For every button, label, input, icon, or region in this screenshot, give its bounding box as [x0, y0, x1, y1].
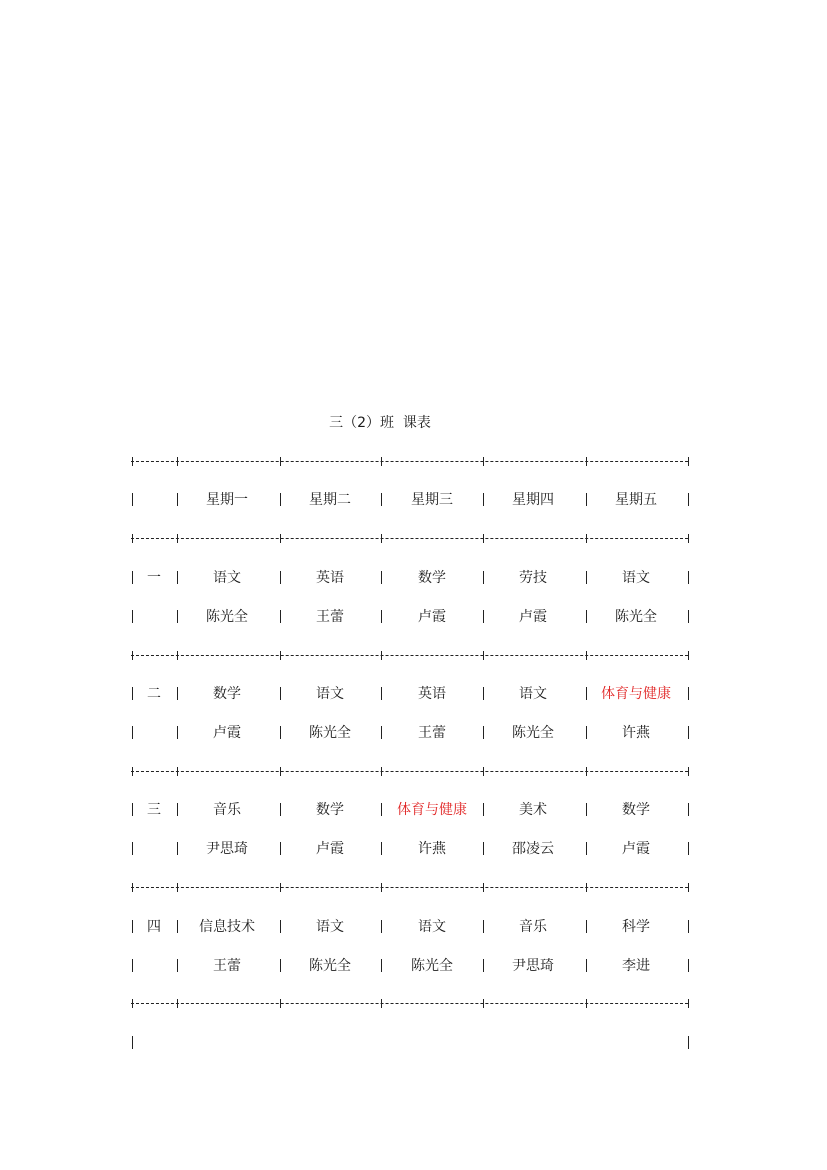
column-separator [280, 687, 281, 700]
grid-joint [483, 534, 484, 543]
column-separator [688, 803, 689, 816]
grid-joint [483, 651, 484, 660]
grid-joint [586, 534, 587, 543]
teacher-cell: 卢霞 [213, 725, 241, 741]
column-separator [132, 842, 133, 855]
column-separator [132, 959, 133, 972]
grid-joint [381, 883, 382, 892]
column-separator [586, 610, 587, 623]
subject-cell: 体育与健康 [601, 686, 671, 702]
teacher-cell: 王蕾 [213, 958, 241, 974]
subject-cell: 信息技术 [199, 919, 255, 935]
column-separator [280, 920, 281, 933]
weekday-header: 星期三 [411, 492, 453, 508]
column-separator [280, 842, 281, 855]
weekday-header: 星期二 [309, 492, 351, 508]
column-separator [483, 571, 484, 584]
grid-rule [131, 887, 688, 888]
column-separator [177, 959, 178, 972]
teacher-cell: 尹思琦 [512, 958, 554, 974]
column-separator [483, 920, 484, 933]
column-separator [132, 726, 133, 739]
subject-cell: 语文 [418, 919, 446, 935]
teacher-cell: 许燕 [622, 725, 650, 741]
column-separator [280, 493, 281, 506]
column-separator [280, 610, 281, 623]
grid-joint [381, 999, 382, 1008]
column-separator [688, 1036, 689, 1049]
grid-rule [131, 655, 688, 656]
grid-joint [688, 651, 689, 660]
subject-cell: 音乐 [213, 802, 241, 818]
subject-cell: 语文 [316, 919, 344, 935]
grid-joint [177, 651, 178, 660]
teacher-cell: 李进 [622, 958, 650, 974]
column-separator [381, 571, 382, 584]
subject-cell: 语文 [622, 570, 650, 586]
teacher-cell: 陈光全 [615, 609, 657, 625]
column-separator [586, 842, 587, 855]
subject-cell: 语文 [316, 686, 344, 702]
grid-joint [688, 534, 689, 543]
period-label: 四 [147, 919, 161, 935]
subject-cell: 数学 [316, 802, 344, 818]
page-title: 三（2）班 课表 [329, 415, 431, 431]
column-separator [381, 803, 382, 816]
teacher-cell: 卢霞 [418, 609, 446, 625]
column-separator [688, 610, 689, 623]
grid-joint [177, 883, 178, 892]
column-separator [483, 803, 484, 816]
column-separator [177, 687, 178, 700]
column-separator [483, 959, 484, 972]
column-separator [688, 726, 689, 739]
teacher-cell: 尹思琦 [206, 841, 248, 857]
column-separator [132, 920, 133, 933]
subject-cell: 语文 [519, 686, 547, 702]
grid-joint [280, 999, 281, 1008]
column-separator [132, 803, 133, 816]
column-separator [132, 493, 133, 506]
grid-rule [131, 461, 688, 462]
column-separator [177, 610, 178, 623]
grid-joint [381, 457, 382, 466]
column-separator [177, 842, 178, 855]
grid-joint [177, 999, 178, 1008]
grid-joint [132, 651, 133, 660]
column-separator [688, 571, 689, 584]
column-separator [177, 571, 178, 584]
grid-joint [586, 999, 587, 1008]
column-separator [688, 920, 689, 933]
grid-joint [132, 534, 133, 543]
grid-joint [280, 457, 281, 466]
column-separator [381, 959, 382, 972]
column-separator [586, 959, 587, 972]
column-separator [177, 726, 178, 739]
teacher-cell: 陈光全 [206, 609, 248, 625]
grid-joint [688, 457, 689, 466]
grid-joint [132, 457, 133, 466]
teacher-cell: 王蕾 [316, 609, 344, 625]
subject-cell: 数学 [622, 802, 650, 818]
grid-joint [177, 534, 178, 543]
grid-joint [381, 534, 382, 543]
column-separator [688, 959, 689, 972]
grid-joint [280, 767, 281, 776]
column-separator [483, 687, 484, 700]
grid-joint [177, 767, 178, 776]
column-separator [483, 726, 484, 739]
column-separator [381, 842, 382, 855]
column-separator [381, 726, 382, 739]
period-label: 一 [147, 570, 161, 586]
column-separator [688, 842, 689, 855]
teacher-cell: 卢霞 [316, 841, 344, 857]
grid-joint [688, 999, 689, 1008]
column-separator [586, 571, 587, 584]
subject-cell: 数学 [213, 686, 241, 702]
column-separator [280, 571, 281, 584]
teacher-cell: 许燕 [418, 841, 446, 857]
column-separator [483, 493, 484, 506]
column-separator [688, 493, 689, 506]
column-separator [381, 493, 382, 506]
column-separator [586, 493, 587, 506]
subject-cell: 英语 [316, 570, 344, 586]
column-separator [132, 610, 133, 623]
grid-joint [483, 999, 484, 1008]
grid-joint [381, 651, 382, 660]
grid-joint [483, 883, 484, 892]
grid-joint [586, 651, 587, 660]
column-separator [381, 687, 382, 700]
grid-joint [483, 767, 484, 776]
grid-joint [381, 767, 382, 776]
column-separator [280, 803, 281, 816]
teacher-cell: 陈光全 [309, 725, 351, 741]
grid-joint [132, 999, 133, 1008]
grid-joint [586, 457, 587, 466]
grid-joint [586, 883, 587, 892]
weekday-header: 星期一 [206, 492, 248, 508]
column-separator [177, 493, 178, 506]
column-separator [586, 687, 587, 700]
weekday-header: 星期五 [615, 492, 657, 508]
grid-joint [132, 767, 133, 776]
grid-rule [131, 1003, 688, 1004]
grid-joint [280, 651, 281, 660]
column-separator [586, 920, 587, 933]
subject-cell: 数学 [418, 570, 446, 586]
grid-joint [688, 767, 689, 776]
grid-rule [131, 771, 688, 772]
grid-joint [280, 534, 281, 543]
column-separator [381, 610, 382, 623]
column-separator [132, 1036, 133, 1049]
subject-cell: 英语 [418, 686, 446, 702]
teacher-cell: 王蕾 [418, 725, 446, 741]
grid-joint [280, 883, 281, 892]
grid-rule [131, 538, 688, 539]
grid-joint [132, 883, 133, 892]
column-separator [280, 959, 281, 972]
weekday-header: 星期四 [512, 492, 554, 508]
column-separator [586, 803, 587, 816]
subject-cell: 劳技 [519, 570, 547, 586]
subject-cell: 语文 [213, 570, 241, 586]
column-separator [381, 920, 382, 933]
column-separator [586, 726, 587, 739]
teacher-cell: 卢霞 [519, 609, 547, 625]
grid-joint [483, 457, 484, 466]
period-label: 三 [147, 802, 161, 818]
teacher-cell: 陈光全 [411, 958, 453, 974]
column-separator [132, 687, 133, 700]
grid-joint [177, 457, 178, 466]
column-separator [688, 687, 689, 700]
grid-joint [586, 767, 587, 776]
column-separator [132, 571, 133, 584]
column-separator [483, 610, 484, 623]
column-separator [483, 842, 484, 855]
subject-cell: 体育与健康 [397, 802, 467, 818]
teacher-cell: 陈光全 [309, 958, 351, 974]
column-separator [280, 726, 281, 739]
teacher-cell: 邵凌云 [512, 841, 554, 857]
grid-joint [688, 883, 689, 892]
subject-cell: 音乐 [519, 919, 547, 935]
period-label: 二 [147, 686, 161, 702]
subject-cell: 美术 [519, 802, 547, 818]
column-separator [177, 803, 178, 816]
column-separator [177, 920, 178, 933]
teacher-cell: 卢霞 [622, 841, 650, 857]
subject-cell: 科学 [622, 919, 650, 935]
teacher-cell: 陈光全 [512, 725, 554, 741]
